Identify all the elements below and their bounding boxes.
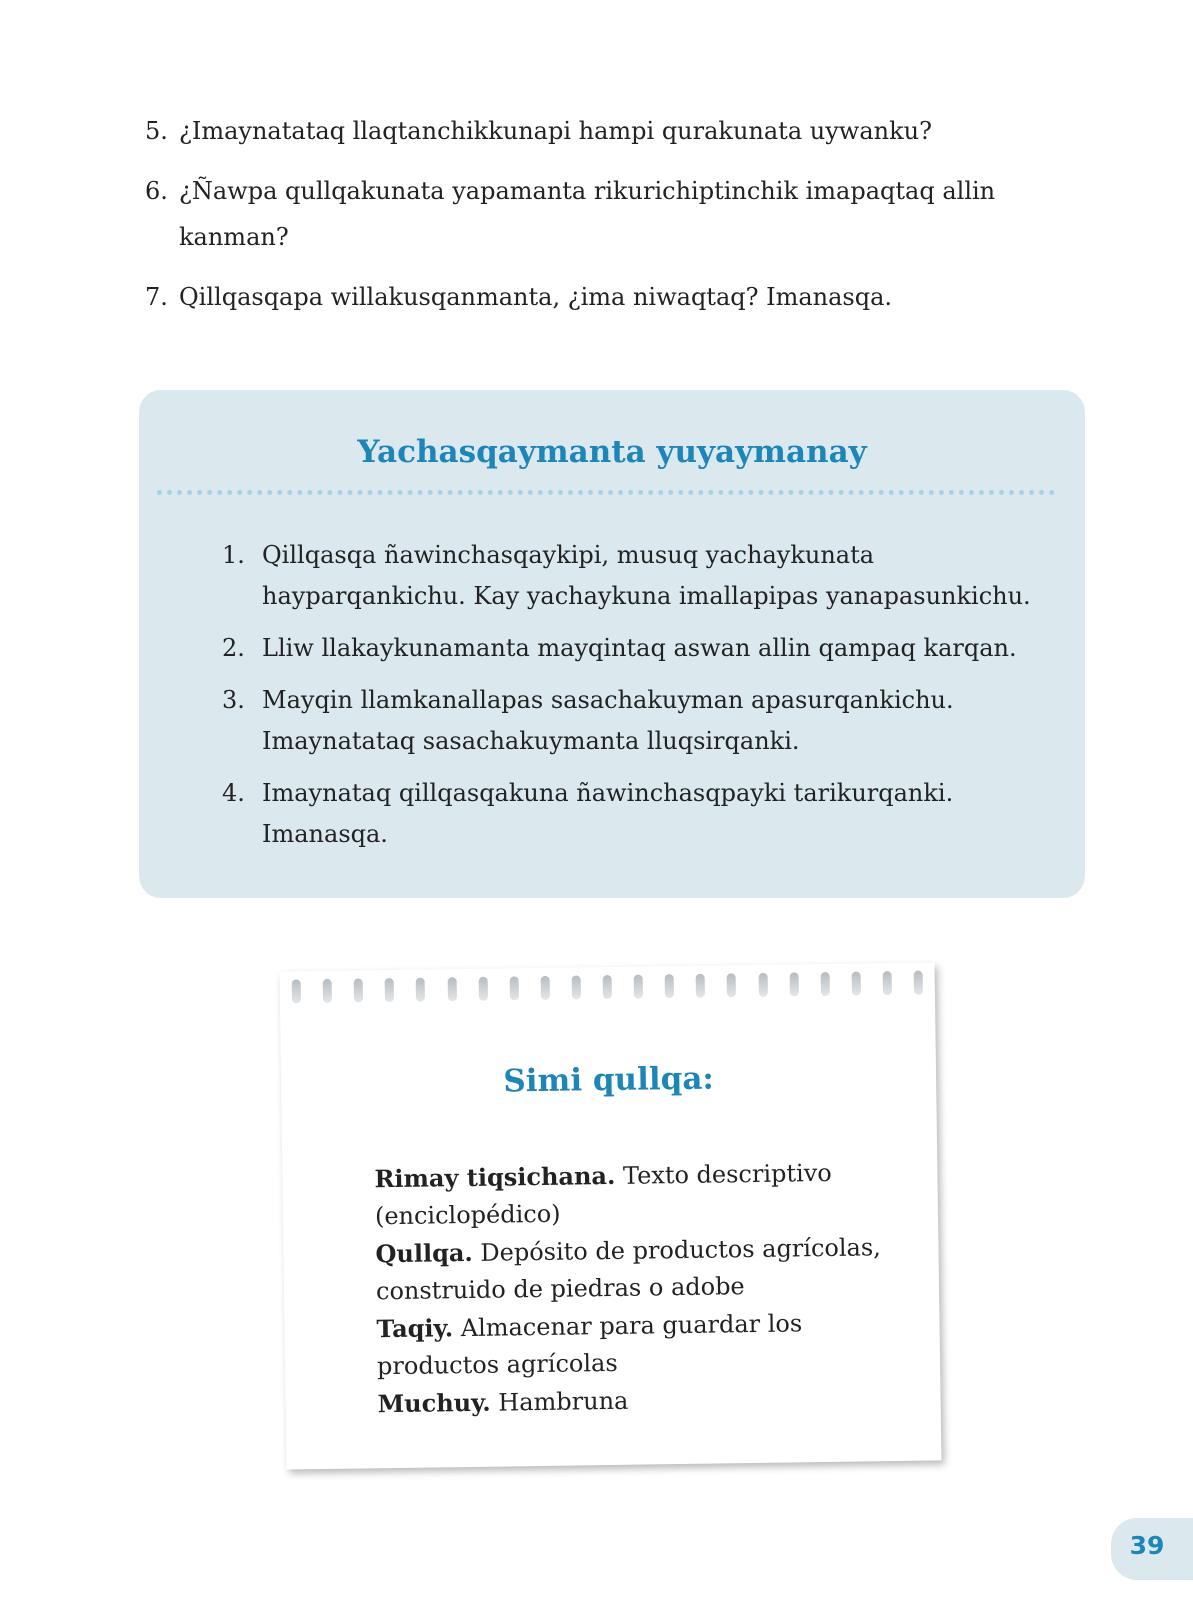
question-number: 5.	[145, 117, 168, 145]
glossary-term: Rimay tiqsichana.	[374, 1160, 616, 1194]
question-text: Qillqasqapa willakusqanmanta, ¿ima niwaqtaq? Imanasqa.	[179, 283, 893, 311]
notebook-hole	[914, 971, 923, 995]
notebook-hole	[447, 977, 456, 1001]
page-number-tab	[1111, 1518, 1193, 1580]
glossary-list	[374, 1153, 898, 1423]
review-item-number: 2.	[222, 634, 245, 662]
glossary-definition: Almacenar para guardar los productos agrícolas	[376, 1309, 803, 1381]
question-number: 7.	[145, 283, 168, 311]
notebook-hole	[634, 975, 643, 999]
question-item	[145, 274, 1045, 320]
notebook-hole	[292, 979, 301, 1003]
question-item	[145, 168, 1045, 260]
glossary-term: Qullqa.	[375, 1237, 473, 1269]
notebook-hole	[882, 971, 891, 995]
review-item-text: Imaynataq qillqasqakuna ñawinchasqpayki tarikurqanki. Imanasqa.	[262, 779, 954, 848]
review-list	[222, 535, 1042, 866]
glossary-entry	[374, 1153, 895, 1235]
notebook-hole	[509, 976, 518, 1000]
glossary-entry	[376, 1303, 897, 1385]
notebook-hole	[727, 973, 736, 997]
review-item	[222, 535, 1042, 617]
notebook-hole	[354, 978, 363, 1002]
notebook-hole	[416, 978, 425, 1002]
review-box	[139, 390, 1085, 898]
glossary-definition: Depósito de productos agrícolas, construido de piedras o adobe	[375, 1233, 881, 1306]
glossary-term: Taqiy.	[376, 1313, 454, 1344]
notebook-holes	[292, 971, 923, 1010]
notebook-hole	[323, 979, 332, 1003]
question-text: ¿Ñawpa qullqakunata yapamanta rikurichiptinchik imapaqtaq allin kanman?	[179, 177, 996, 251]
review-item	[222, 680, 1042, 762]
review-item-text: Qillqasqa ñawinchasqaykipi, musuq yachaykunata hayparqankichu. Kay yachaykuna imallapipas yanapasunkichu.	[262, 541, 1031, 610]
glossary-title: Simi qullqa:	[503, 1060, 715, 1100]
notebook-hole	[758, 973, 767, 997]
page-number: 39	[1129, 1531, 1165, 1560]
notebook-hole	[789, 972, 798, 996]
glossary-definition: Texto descriptivo (enciclopédico)	[374, 1158, 832, 1231]
review-item-number: 3.	[222, 686, 245, 714]
notebook-hole	[478, 977, 487, 1001]
notebook-hole	[696, 974, 705, 998]
question-item	[145, 108, 1045, 154]
notebook-hole	[665, 974, 674, 998]
glossary-term: Muchuy.	[377, 1387, 491, 1419]
notebook-hole	[572, 975, 581, 999]
review-item-text: Mayqin llamkanallapas sasachakuyman apasurqankichu. Imaynatataq sasachakuymanta lluqsirqanki.	[262, 686, 954, 755]
glossary-entry	[375, 1228, 896, 1310]
dotted-divider	[157, 490, 1055, 495]
notebook-hole	[603, 975, 612, 999]
notebook-hole	[385, 978, 394, 1002]
review-item	[222, 628, 1042, 669]
review-box-title: Yachasqaymanta yuyaymanay	[357, 434, 867, 470]
glossary-definition: Hambruna	[498, 1386, 629, 1417]
notebook-hole	[851, 971, 860, 995]
glossary-entry	[377, 1378, 897, 1423]
review-item-number: 4.	[222, 779, 245, 807]
review-item	[222, 773, 1042, 855]
notebook-hole	[540, 976, 549, 1000]
review-item-number: 1.	[222, 541, 245, 569]
review-item-text: Lliw llakaykunamanta mayqintaq aswan allin qampaq karqan.	[262, 634, 1017, 662]
questions-list	[145, 108, 1045, 334]
question-number: 6.	[145, 177, 168, 205]
question-text: ¿Imaynatataq llaqtanchikkunapi hampi qurakunata uywanku?	[179, 117, 932, 145]
notebook-hole	[820, 972, 829, 996]
glossary-note-card	[280, 962, 942, 1469]
